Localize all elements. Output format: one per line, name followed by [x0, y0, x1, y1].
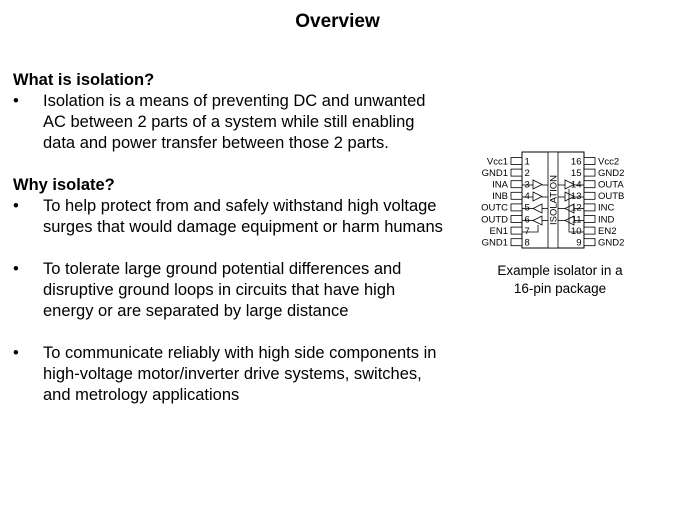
left-pin-stub	[511, 216, 522, 223]
left-pin-stub	[511, 181, 522, 188]
right-pin-name: GND2	[598, 237, 625, 249]
left-pin-name: EN1	[489, 225, 508, 237]
right-pin-stub	[584, 216, 595, 223]
left-pin-number: 8	[524, 237, 530, 249]
left-pin-number: 1	[524, 156, 530, 168]
caption-line-1: Example isolator in a	[497, 263, 623, 278]
isolator-diagram	[460, 145, 660, 255]
bullet-item	[13, 91, 443, 154]
left-pin-stub	[511, 204, 522, 211]
right-pin-name: GND2	[598, 167, 625, 179]
section-heading-what-is-isolation: What is isolation?	[13, 71, 155, 89]
left-pin-name: OUTD	[481, 214, 508, 226]
left-pin-name: INA	[492, 179, 508, 191]
left-pin-name: GND1	[481, 237, 508, 249]
right-pin-stub	[584, 192, 595, 199]
right-pin-name: OUTB	[598, 191, 625, 203]
bullet-text: To tolerate large ground potential differences and disruptive ground loops in circuits that have high energy or are separated by large distance	[43, 260, 402, 320]
right-pin-number: 11	[571, 214, 582, 226]
bullet-symbol: •	[13, 92, 19, 110]
right-pin-stub	[584, 227, 595, 234]
bullet-text: To communicate reliably with high side components in high-voltage motor/inverter drive systems, switches, and metrology applications	[43, 344, 437, 404]
left-pin-number: 3	[524, 179, 530, 191]
right-pin-number: 15	[570, 167, 582, 179]
right-pin-name: Vcc2	[598, 156, 620, 168]
isolation-barrier-label: ISOLATION	[548, 175, 560, 225]
right-pin-stub	[584, 239, 595, 246]
right-pin-number: 13	[570, 191, 582, 203]
left-pin-number: 4	[524, 191, 530, 203]
left-pin-number: 6	[524, 214, 530, 226]
bullet-symbol: •	[13, 344, 19, 362]
slide-body	[13, 70, 443, 406]
caption-line-2: 16-pin package	[513, 281, 607, 296]
left-pin-stub	[511, 158, 522, 165]
section-heading-why-isolate: Why isolate?	[13, 176, 115, 194]
right-pin-stub	[584, 158, 595, 165]
right-pin-number: 16	[570, 156, 582, 168]
right-pin-name: IND	[598, 214, 615, 226]
right-pin-stub	[584, 181, 595, 188]
diagram-caption	[460, 262, 660, 298]
left-pin-name: Vcc1	[486, 156, 508, 168]
right-pin-number: 9	[576, 237, 582, 249]
right-pin-number: 10	[570, 225, 582, 237]
right-pin-name: INC	[598, 202, 615, 214]
bullet-item	[13, 196, 443, 238]
left-pin-stub	[511, 227, 522, 234]
left-pin-name: OUTC	[481, 202, 508, 214]
right-pin-stub	[584, 204, 595, 211]
left-pin-number: 5	[524, 202, 530, 214]
bullet-symbol: •	[13, 260, 19, 278]
left-pin-number: 7	[524, 225, 530, 237]
left-pin-stub	[511, 169, 522, 176]
right-pin-name: EN2	[598, 225, 617, 237]
right-pin-stub	[584, 169, 595, 176]
right-pin-number: 12	[570, 202, 582, 214]
bullet-symbol: •	[13, 197, 19, 215]
bullet-text: Isolation is a means of preventing DC and unwanted AC between 2 parts of a system while still enabling data and power transfer between those 2 parts.	[43, 92, 426, 152]
left-pin-number: 2	[524, 167, 530, 179]
right-pin-number: 14	[570, 179, 582, 191]
bullet-item	[13, 343, 443, 406]
right-pin-group	[571, 156, 624, 248]
right-pin-name: OUTA	[598, 179, 624, 191]
left-pin-stub	[511, 192, 522, 199]
left-pin-name: INB	[492, 191, 508, 203]
slide-title: Overview	[295, 11, 380, 32]
bullet-text: To help protect from and safely withstand high voltage surges that would damage equipment or harm humans	[43, 197, 443, 236]
left-pin-stub	[511, 239, 522, 246]
left-pin-name: GND1	[481, 167, 508, 179]
bullet-item	[13, 259, 443, 322]
